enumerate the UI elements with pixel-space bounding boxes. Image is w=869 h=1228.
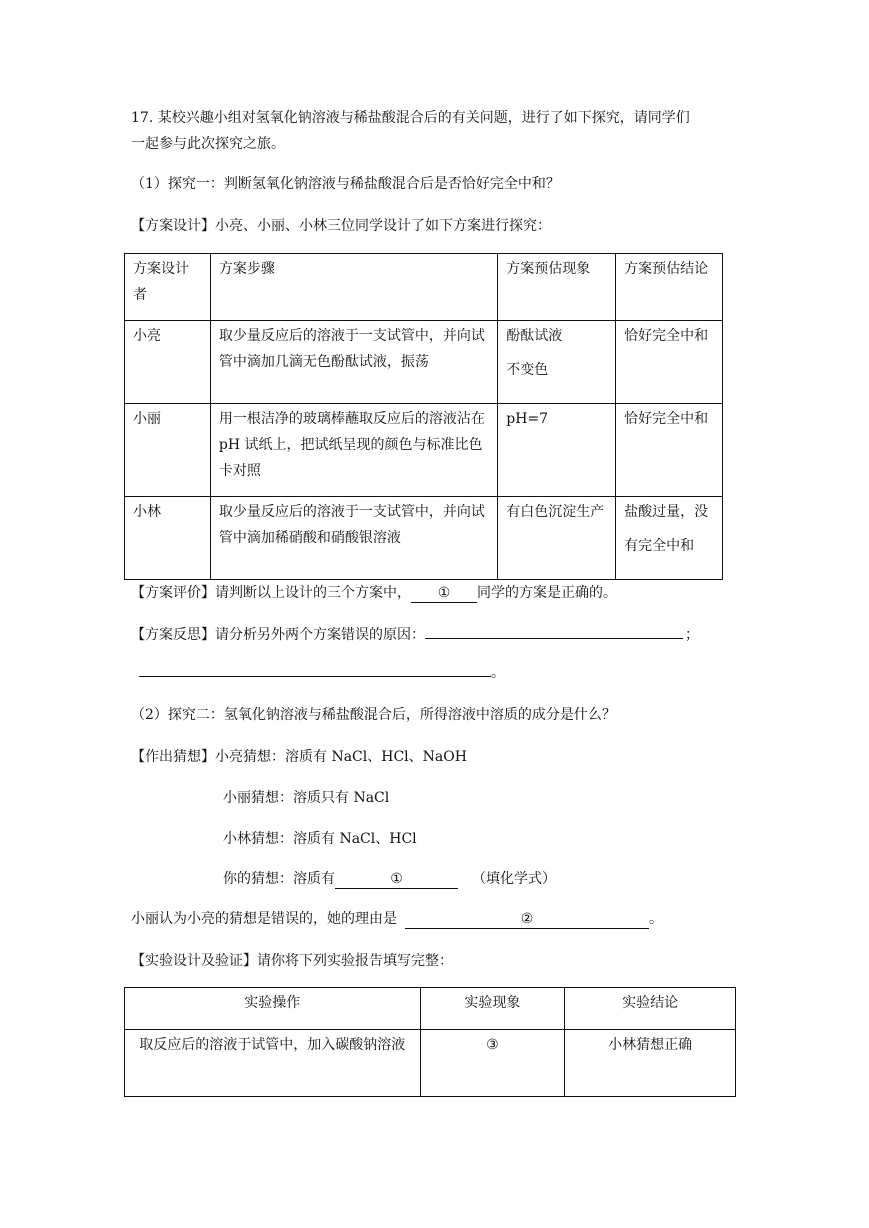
guess-3: 小林猜想：溶质有 NaCl、HCl bbox=[223, 831, 417, 847]
part1-title: （1）探究一：判断氢氧化钠溶液与稀盐酸混合后是否恰好完全中和？ bbox=[131, 176, 560, 192]
reason-blank[interactable]: ② bbox=[405, 910, 649, 929]
reason-line bbox=[131, 909, 663, 929]
reflection-blank-1[interactable] bbox=[425, 638, 683, 639]
evaluation-line bbox=[131, 583, 617, 603]
row-who: 小亮 bbox=[125, 321, 211, 404]
row-conclusion: 恰好完全中和 bbox=[616, 321, 723, 404]
conclusion-line: 盐酸过量，没 bbox=[624, 504, 709, 520]
reflection-end: 。 bbox=[491, 665, 505, 681]
table-row bbox=[125, 321, 723, 404]
exp-operation: 取反应后的溶液于试管中，加入碳酸钠溶液 bbox=[125, 1030, 421, 1097]
question-line-1: 17. 某校兴趣小组对氢氧化钠溶液与稀盐酸混合后的有关问题，进行了如下探究，请同学们 bbox=[131, 110, 690, 126]
row-conclusion bbox=[616, 497, 723, 580]
reason-suffix: 。 bbox=[649, 911, 663, 927]
evaluation-suffix: 同学的方案是正确的。 bbox=[477, 585, 617, 601]
scheme-table-header bbox=[125, 254, 723, 321]
phenomenon-line: 不变色 bbox=[506, 362, 549, 378]
reflection-line-2 bbox=[139, 663, 505, 683]
row-who: 小丽 bbox=[125, 404, 211, 497]
reflection-prefix: 【方案反思】请分析另外两个方案错误的原因： bbox=[131, 627, 425, 643]
part2-title: （2）探究二：氢氧化钠溶液与稀盐酸混合后，所得溶液中溶质的成分是什么？ bbox=[131, 707, 616, 723]
evaluation-blank[interactable]: ① bbox=[411, 584, 477, 603]
header-conclusion: 方案预估结论 bbox=[616, 254, 723, 321]
row-phenomenon: pH=7 bbox=[498, 404, 616, 497]
reflection-line bbox=[131, 625, 699, 645]
guess-line-4 bbox=[223, 869, 556, 889]
experiment-table bbox=[124, 987, 736, 1097]
row-phenomenon bbox=[498, 321, 616, 404]
design-intro: 【方案设计】小亮、小丽、小林三位同学设计了如下方案进行探究： bbox=[131, 218, 551, 234]
row-steps: 用一根洁净的玻璃棒蘸取反应后的溶液沾在 pH 试纸上，把试纸呈现的颜色与标准比色卡对照 bbox=[210, 404, 497, 497]
row-phenomenon: 有白色沉淀生产 bbox=[498, 497, 616, 580]
header-operation: 实验操作 bbox=[125, 988, 421, 1030]
exp-conclusion: 小林猜想正确 bbox=[565, 1030, 736, 1097]
exp-phenomenon-blank[interactable]: ③ bbox=[420, 1030, 565, 1097]
table-row bbox=[125, 404, 723, 497]
header-exp-conclusion: 实验结论 bbox=[565, 988, 736, 1030]
guess-label: 【作出猜想】 bbox=[131, 749, 215, 765]
header-phenomenon: 方案预估现象 bbox=[498, 254, 616, 321]
reflection-blank-2[interactable] bbox=[139, 676, 491, 677]
header-designer: 方案设计者 bbox=[125, 254, 211, 321]
scheme-table bbox=[124, 253, 723, 580]
row-steps: 取少量反应后的溶液于一支试管中，并向试管中滴加几滴无色酚酞试液，振荡 bbox=[210, 321, 497, 404]
reason-prefix: 小丽认为小亮的猜想是错误的，她的理由是 bbox=[131, 911, 397, 927]
row-conclusion: 恰好完全中和 bbox=[616, 404, 723, 497]
guess-4-suffix: （填化学式） bbox=[472, 871, 556, 887]
phenomenon-line: 酚酞试液 bbox=[506, 328, 563, 344]
row-who: 小林 bbox=[125, 497, 211, 580]
header-steps: 方案步骤 bbox=[210, 254, 497, 321]
table-row bbox=[125, 1030, 736, 1097]
guess-line-1 bbox=[131, 747, 467, 767]
guess-4-prefix: 你的猜想：溶质有 bbox=[223, 871, 335, 887]
guess-2: 小丽猜想：溶质只有 NaCl bbox=[223, 790, 390, 806]
question-line-2: 一起参与此次探究之旅。 bbox=[131, 136, 285, 152]
guess-1: 小亮猜想：溶质有 NaCl、HCl、NaOH bbox=[215, 749, 467, 765]
reflection-mid: ； bbox=[685, 627, 699, 643]
verify-intro: 【实验设计及验证】请你将下列实验报告填写完整： bbox=[131, 953, 453, 969]
evaluation-prefix: 【方案评价】请判断以上设计的三个方案中， bbox=[131, 585, 411, 601]
row-steps: 取少量反应后的溶液于一支试管中，并向试管中滴加稀硝酸和硝酸银溶液 bbox=[210, 497, 497, 580]
experiment-table-header bbox=[125, 988, 736, 1030]
guess-4-blank[interactable]: ① bbox=[335, 870, 458, 889]
conclusion-line: 有完全中和 bbox=[624, 538, 695, 554]
table-row bbox=[125, 497, 723, 580]
header-exp-phenomenon: 实验现象 bbox=[420, 988, 565, 1030]
